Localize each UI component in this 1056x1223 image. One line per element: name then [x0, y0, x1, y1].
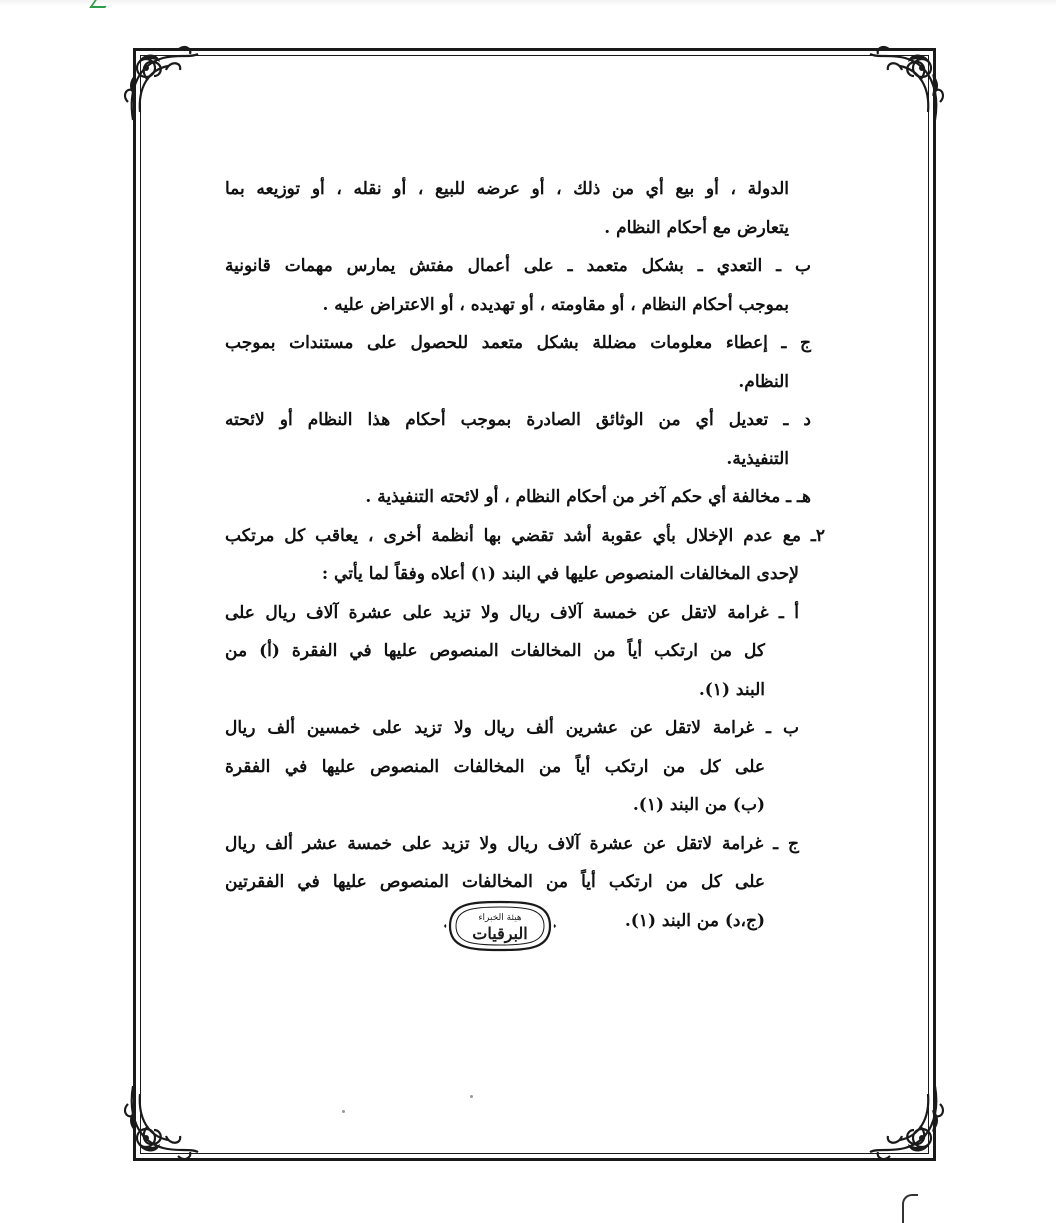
text-line: البند (١). — [698, 679, 765, 700]
corner-ornament-icon — [118, 1076, 208, 1166]
page-edge-bracket — [902, 1194, 918, 1223]
page-top-edge — [0, 0, 1056, 6]
text-line: كل من ارتكب أياً من المخالفات المنصوص عليها في الفقرة (أ) من — [225, 641, 765, 661]
text-line: أ ـ غرامة لاتقل عن خمسة آلاف ريال ولا تزيد على عشرة آلاف ريال على — [225, 602, 799, 623]
text-line: النظام. — [738, 371, 789, 392]
text-line: على كل من ارتكب أياً من المخالفات المنصوص عليها في الفقرتين — [225, 872, 765, 892]
corner-ornament-icon — [860, 40, 950, 130]
text-line: (ج،د) من البند (١). — [624, 910, 765, 931]
scan-speck — [470, 1095, 473, 1098]
text-line: على كل من ارتكب أياً من المخالفات المنصوص عليها في الفقرة — [225, 756, 765, 777]
text-line: ب ـ التعدي ـ بشكل متعمد ـ على أعمال مفتش يمارس مهمات قانونية — [225, 256, 811, 276]
text-line: التنفيذية. — [726, 448, 789, 469]
text-line: الدولة ، أو بيع أي من ذلك ، أو عرضه للبيع ، أو نقله ، أو توزيعه بما — [225, 179, 789, 199]
text-line: ٢ـ مع عدم الإخلال بأي عقوبة أشد تقضي بها أنظمة أخرى ، يعاقب كل مرتكب — [225, 525, 825, 546]
text-line: يتعارض مع أحكام النظام . — [604, 217, 789, 238]
seal-top-text: هيئة الخبراء — [478, 913, 522, 923]
seal-main-text: البرقيات — [472, 924, 528, 943]
scan-corner-mark — [89, 0, 111, 8]
document-body — [225, 170, 825, 940]
scan-speck — [342, 1110, 345, 1113]
text-line: هـ ـ مخالفة أي حكم آخر من أحكام النظام ، أو لائحته التنفيذية . — [365, 487, 811, 507]
text-line: ج ـ إعطاء معلومات مضللة بشكل متعمد للحصول على مستندات بموجب — [225, 333, 811, 353]
official-seal — [440, 898, 560, 954]
text-line: بموجب أحكام النظام ، أو مقاومته ، أو تهديده ، أو الاعتراض عليه . — [322, 294, 789, 315]
text-line: (ب) من البند (١). — [632, 795, 765, 815]
text-line: لإحدى المخالفات المنصوص عليها في البند (١) أعلاه وفقاً لما يأتي : — [321, 564, 799, 584]
text-line: ج ـ غرامة لاتقل عن عشرة آلاف ريال ولا تزيد على خمسة عشر ألف ريال — [225, 833, 799, 854]
corner-ornament-icon — [860, 1076, 950, 1166]
text-line: ب ـ غرامة لاتقل عن عشرين ألف ريال ولا تزيد على خمسين ألف ريال — [225, 718, 799, 738]
corner-ornament-icon — [118, 40, 208, 130]
text-line: د ـ تعديل أي من الوثائق الصادرة بموجب أحكام هذا النظام أو لائحته — [225, 410, 811, 430]
